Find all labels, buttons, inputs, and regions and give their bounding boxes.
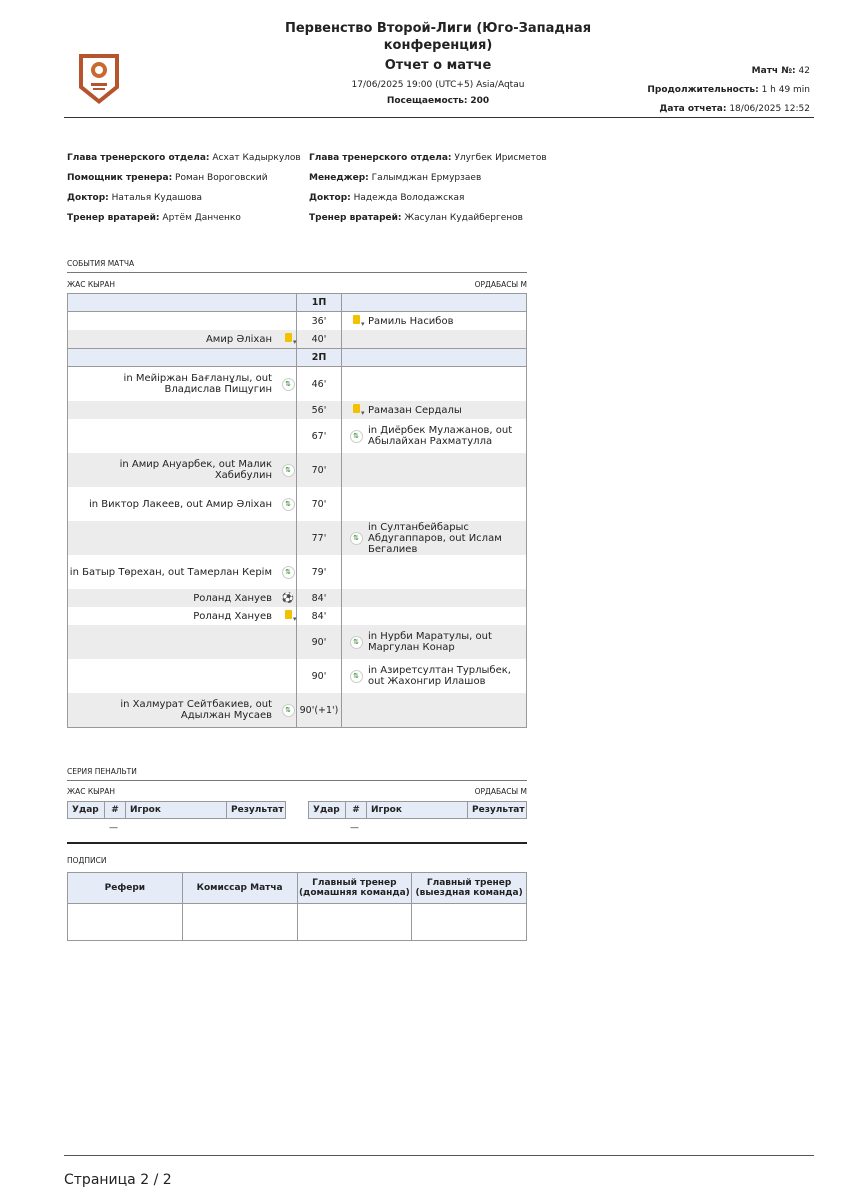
- substitution-icon: ⇅: [350, 430, 363, 443]
- home-event-text: in Амир Ануарбек, out Малик Хабибулин: [68, 453, 281, 487]
- staff-line: Доктор: Наталья Кудашова: [67, 193, 203, 203]
- home-event-text: [68, 521, 281, 555]
- event-row: [68, 607, 527, 625]
- event-row: [68, 401, 527, 419]
- header-divider: [64, 117, 814, 118]
- half-label: 2П: [297, 349, 342, 367]
- league-logo: [76, 50, 122, 106]
- event-minute: 40': [297, 330, 342, 349]
- events-table: [67, 293, 527, 728]
- away-penalties-table: [308, 801, 527, 819]
- event-row: [68, 693, 527, 728]
- sig-away-coach-header: Главный тренер (выездная команда): [412, 873, 527, 904]
- staff-line: Менеджер: Галымджан Ермурзаев: [309, 173, 482, 183]
- event-minute: 90'(+1'): [297, 693, 342, 728]
- away-event-text: Рамиль Насибов: [368, 315, 454, 327]
- substitution-icon: ⇅: [350, 670, 363, 683]
- match-number: Матч №: 42: [751, 66, 810, 76]
- attendance: Посещаемость: 200: [386, 96, 490, 106]
- col-number: #: [105, 802, 126, 819]
- home-staff: [67, 148, 301, 228]
- away-event-text: in Диёрбек Мулажанов, out Абылайхан Рахматулла: [368, 425, 513, 447]
- home-event-text: in Халмурат Сейтбакиев, out Адылжан Мусаев: [68, 693, 281, 728]
- col-player: Игрок: [367, 802, 468, 819]
- substitution-icon: ⇅: [282, 704, 295, 717]
- sig-home-coach-header: Главный тренер (домашняя команда): [297, 873, 412, 904]
- event-minute: 70': [297, 487, 342, 521]
- substitution-icon: ⇅: [282, 464, 295, 477]
- match-meta: [647, 62, 810, 119]
- event-row: [68, 312, 527, 331]
- home-event-text: in Виктор Лакеев, out Амир Әліхан: [89, 498, 272, 510]
- signatures-section-title: ПОДПИСИ: [67, 856, 107, 865]
- event-row: [68, 487, 527, 521]
- event-row: [68, 555, 527, 589]
- home-event-text: [68, 312, 281, 331]
- sig-home-coach-box: [297, 904, 412, 941]
- away-event-text: [364, 589, 527, 607]
- col-shot: Удар: [68, 802, 105, 819]
- staff-line: Доктор: Надежда Володажская: [309, 193, 465, 203]
- penalties-section-title: СЕРИЯ ПЕНАЛЬТИ: [67, 767, 137, 776]
- report-title: Первенство Второй-Лиги (Юго-Западная конференция): [284, 21, 592, 53]
- event-minute: 84': [297, 607, 342, 625]
- substitution-icon: ⇅: [350, 636, 363, 649]
- home-event-text: in Батыр Төрехан, out Тамерлан Керім: [69, 566, 272, 578]
- substitution-icon: ⇅: [282, 566, 295, 579]
- away-staff: [309, 148, 547, 228]
- away-event-text: [364, 330, 527, 349]
- away-event-text: in Султанбейбарыс Абдугаппаров, out Ислам Бегалиев: [364, 521, 527, 555]
- events-divider: [67, 272, 527, 273]
- half-label: 1П: [297, 294, 342, 312]
- penalties-home-team: ЖАС КЫРАН: [67, 787, 116, 796]
- half-header-row: [68, 294, 527, 312]
- staff-line: Тренер вратарей: Артём Данченко: [67, 213, 241, 223]
- footer-divider: [64, 1155, 814, 1156]
- penalties-divider: [67, 780, 527, 781]
- staff-line: Тренер вратарей: Жасулан Кудайбергенов: [309, 213, 523, 223]
- away-event-text: in Азиретсултан Турлыбек, out Жахонгир Илашов: [368, 665, 511, 687]
- event-row: [68, 659, 527, 693]
- report-date: Дата отчета: 18/06/2025 12:52: [659, 104, 810, 114]
- away-event-text: [364, 693, 527, 728]
- home-event-text: [68, 401, 281, 419]
- home-event-text: Роланд Хануев: [193, 610, 272, 622]
- away-event-text: [364, 607, 527, 625]
- event-row: [68, 453, 527, 487]
- home-event-text: in Мейіржан Бағланұлы, out Владислав Пищугин: [123, 373, 272, 395]
- sig-away-coach-box: [412, 904, 527, 941]
- col-number: #: [346, 802, 367, 819]
- events-home-team: ЖАС КЫРАН: [67, 280, 116, 289]
- event-minute: 67': [297, 419, 342, 453]
- away-event-text: [364, 555, 527, 589]
- home-event-text: [68, 625, 281, 659]
- event-minute: 70': [297, 453, 342, 487]
- event-minute: 79': [297, 555, 342, 589]
- event-row: [68, 419, 527, 453]
- event-minute: 84': [297, 589, 342, 607]
- away-event-text: [364, 367, 527, 402]
- away-event-text: [364, 487, 527, 521]
- event-minute: 36': [297, 312, 342, 331]
- home-penalties-table: [67, 801, 286, 819]
- half-header-row: [68, 349, 527, 367]
- event-row: [68, 330, 527, 349]
- sig-commissioner-header: Комиссар Матча: [182, 873, 297, 904]
- events-section-title: СОБЫТИЯ МАТЧА: [67, 259, 135, 268]
- yellow-card-icon: [353, 315, 360, 324]
- col-player: Игрок: [126, 802, 227, 819]
- event-minute: 90': [297, 659, 342, 693]
- col-result: Результат: [468, 802, 527, 819]
- event-row: [68, 589, 527, 607]
- penalties-bottom-rule: [67, 842, 527, 844]
- home-event-text: [68, 419, 281, 453]
- substitution-icon: ⇅: [350, 532, 363, 545]
- event-row: [68, 521, 527, 555]
- substitution-icon: ⇅: [282, 378, 295, 391]
- staff-line: Помощник тренера: Роман Вороговский: [67, 173, 268, 183]
- away-event-text: [364, 453, 527, 487]
- home-event-text: Амир Әліхан: [68, 330, 281, 349]
- signatures-table: [67, 872, 527, 941]
- goal-icon: ⚽: [281, 592, 295, 604]
- col-result: Результат: [227, 802, 286, 819]
- event-minute: 56': [297, 401, 342, 419]
- match-duration: Продолжительность: 1 h 49 min: [647, 85, 810, 95]
- match-datetime: 17/06/2025 19:00 (UTC+5) Asia/Aqtau: [351, 80, 525, 90]
- event-row: [68, 625, 527, 659]
- away-event-text: in Нурби Маратулы, out Маргулан Конар: [364, 625, 527, 659]
- event-row: [68, 367, 527, 402]
- sig-referee-box: [68, 904, 183, 941]
- substitution-icon: ⇅: [282, 498, 295, 511]
- sig-commissioner-box: [182, 904, 297, 941]
- events-away-team: ОРДАБАСЫ М: [474, 280, 527, 289]
- away-event-text: Рамазан Сердалы: [364, 401, 527, 419]
- home-event-text: Роланд Хануев: [68, 589, 281, 607]
- sig-referee-header: Рефери: [68, 873, 183, 904]
- penalties-away-team: ОРДАБАСЫ М: [474, 787, 527, 796]
- yellow-card-icon: [285, 333, 292, 342]
- home-event-text: [68, 659, 281, 693]
- away-penalties-empty: —: [350, 823, 359, 833]
- event-minute: 46': [297, 367, 342, 402]
- page-number: Страница 2 / 2: [64, 1172, 172, 1188]
- event-minute: 77': [297, 521, 342, 555]
- event-minute: 90': [297, 625, 342, 659]
- home-penalties-empty: —: [109, 823, 118, 833]
- staff-line: Глава тренерского отдела: Асхат Кадыркулов: [67, 153, 301, 163]
- staff-line: Глава тренерского отдела: Улугбек Ирисметов: [309, 153, 547, 163]
- yellow-card-icon: [353, 404, 360, 413]
- col-shot: Удар: [309, 802, 346, 819]
- report-subtitle: Отчет о матче: [384, 58, 492, 73]
- yellow-card-icon: [285, 610, 292, 619]
